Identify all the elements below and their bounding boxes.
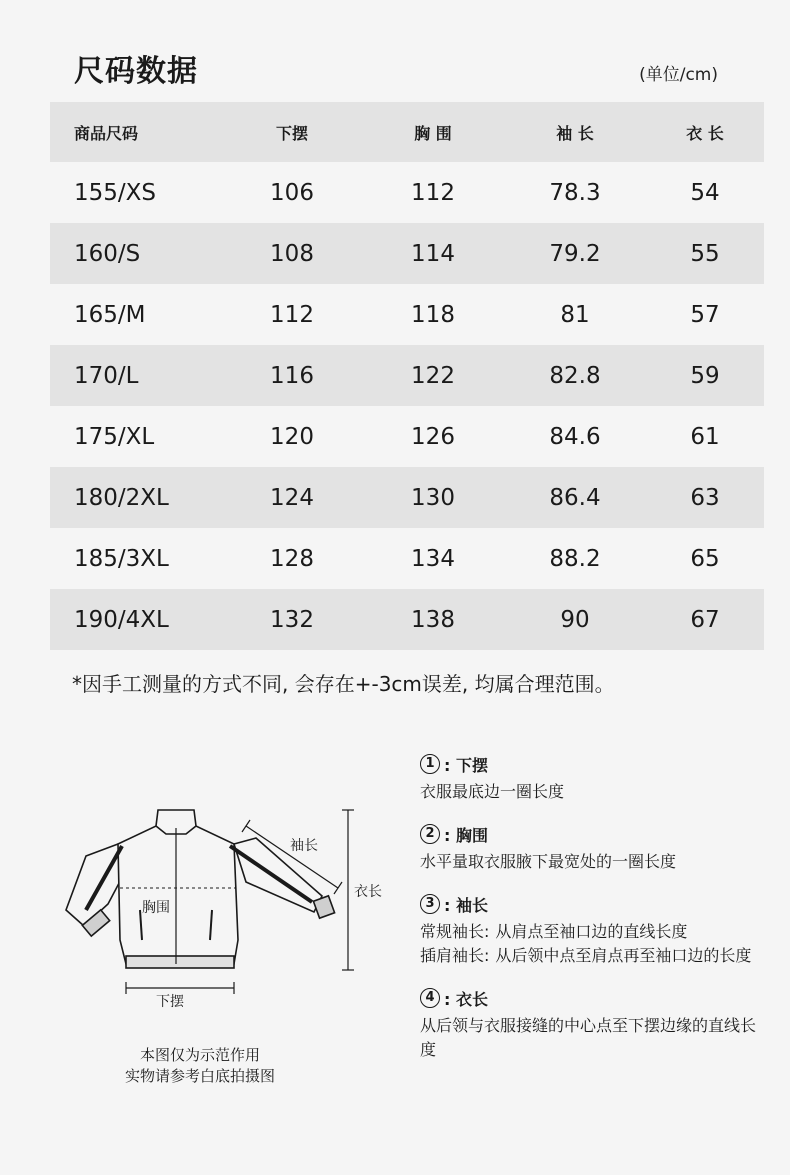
table-row: [50, 284, 764, 345]
legend-hem: [420, 752, 760, 804]
table-header-row: [50, 102, 764, 162]
table-row: [50, 467, 764, 528]
table-cell: 138: [362, 589, 504, 650]
circled-number-icon: 1: [420, 754, 440, 774]
table-cell: 59: [646, 345, 764, 406]
raglan-sleeve-label: 插肩袖长:: [420, 946, 490, 965]
column-header-hem: 下摆: [222, 102, 362, 162]
measurement-legend: [420, 752, 760, 1080]
table-cell: 67: [646, 589, 764, 650]
table-row: [50, 162, 764, 223]
table-cell: 79.2: [504, 223, 646, 284]
diagram-label-hem: 下摆: [156, 994, 184, 1010]
table-cell: 118: [411, 301, 455, 328]
table-cell: 78.3: [549, 179, 601, 206]
measurement-note: *因手工测量的方式不同, 会存在+-3cm误差, 均属合理范围。: [72, 672, 615, 696]
table-cell: 128: [270, 545, 314, 572]
legend-title: : 下摆: [444, 755, 488, 775]
jacket-diagram: [56, 800, 396, 1010]
table-cell: 124: [222, 467, 362, 528]
table-cell: 134: [411, 545, 455, 572]
table-cell: 86.4: [504, 467, 646, 528]
table-cell: 106: [270, 179, 314, 206]
table-cell: 112: [270, 301, 314, 328]
table-cell: 84.6: [549, 423, 601, 450]
caption-line: 实物请参考白底拍摄图: [124, 1067, 275, 1085]
table-cell: 180/2XL: [50, 467, 222, 528]
diagram-label-chest: 胸围: [142, 900, 170, 916]
table-cell: 65: [690, 545, 720, 572]
table-cell: 63: [646, 467, 764, 528]
table-cell: 126: [411, 423, 455, 450]
diagram-label-length: 衣长: [354, 884, 382, 900]
legend-title: : 袖长: [444, 895, 488, 915]
table-row: [50, 223, 764, 284]
diagram-label-sleeve: 袖长: [290, 838, 318, 854]
circled-number-icon: 4: [420, 988, 440, 1008]
table-row: [50, 345, 764, 406]
table-row: [50, 406, 764, 467]
table-cell: 82.8: [504, 345, 646, 406]
table-cell: 185/3XL: [74, 545, 169, 572]
legend-title: : 胸围: [444, 825, 488, 845]
regular-sleeve-label: 常规袖长:: [420, 922, 490, 941]
table-cell: 132: [222, 589, 362, 650]
table-cell: 88.2: [549, 545, 601, 572]
circled-number-icon: 3: [420, 894, 440, 914]
table-cell: 81: [560, 301, 590, 328]
column-header-sleeve: 袖 长: [504, 102, 646, 162]
column-header-size: 商品尺码: [50, 102, 222, 162]
table-row: [50, 528, 764, 589]
table-cell: 190/4XL: [50, 589, 222, 650]
table-row: [50, 589, 764, 650]
legend-title: : 衣长: [444, 989, 488, 1009]
legend-chest: [420, 822, 760, 874]
table-cell: 130: [362, 467, 504, 528]
page-title: 尺码数据: [74, 54, 198, 89]
circled-number-icon: 2: [420, 824, 440, 844]
legend-length: [420, 986, 760, 1062]
table-cell: 160/S: [50, 223, 222, 284]
size-table: [50, 102, 764, 650]
legend-desc: 衣服最底边一圈长度: [420, 782, 565, 801]
table-cell: 61: [690, 423, 720, 450]
table-cell: 57: [690, 301, 720, 328]
table-cell: 90: [504, 589, 646, 650]
jacket-illustration-icon: [66, 810, 335, 968]
table-cell: 155/XS: [74, 179, 157, 206]
table-cell: 54: [690, 179, 720, 206]
table-cell: 116: [222, 345, 362, 406]
legend-desc: 水平量取衣服腋下最宽处的一圈长度: [420, 852, 677, 871]
legend-sleeve: [420, 892, 760, 968]
legend-desc: 从后领与衣服接缝的中心点至下摆边缘的直线长度: [420, 1016, 757, 1059]
table-cell: 165/M: [74, 301, 146, 328]
unit-label: (单位/cm): [639, 65, 718, 85]
column-header-chest: 胸 围: [362, 102, 504, 162]
table-cell: 55: [646, 223, 764, 284]
table-cell: 120: [270, 423, 314, 450]
table-cell: 175/XL: [74, 423, 155, 450]
table-cell: 108: [222, 223, 362, 284]
table-cell: 122: [362, 345, 504, 406]
regular-sleeve-text: 从肩点至袖口边的直线长度: [495, 922, 688, 941]
table-cell: 170/L: [50, 345, 222, 406]
column-header-length: 衣 长: [646, 102, 764, 162]
diagram-caption: [100, 1045, 300, 1087]
caption-line: 本图仅为示范作用: [139, 1046, 260, 1064]
raglan-sleeve-text: 从后领中点至肩点再至袖口边的长度: [495, 946, 752, 965]
table-cell: 114: [362, 223, 504, 284]
table-cell: 112: [411, 179, 455, 206]
